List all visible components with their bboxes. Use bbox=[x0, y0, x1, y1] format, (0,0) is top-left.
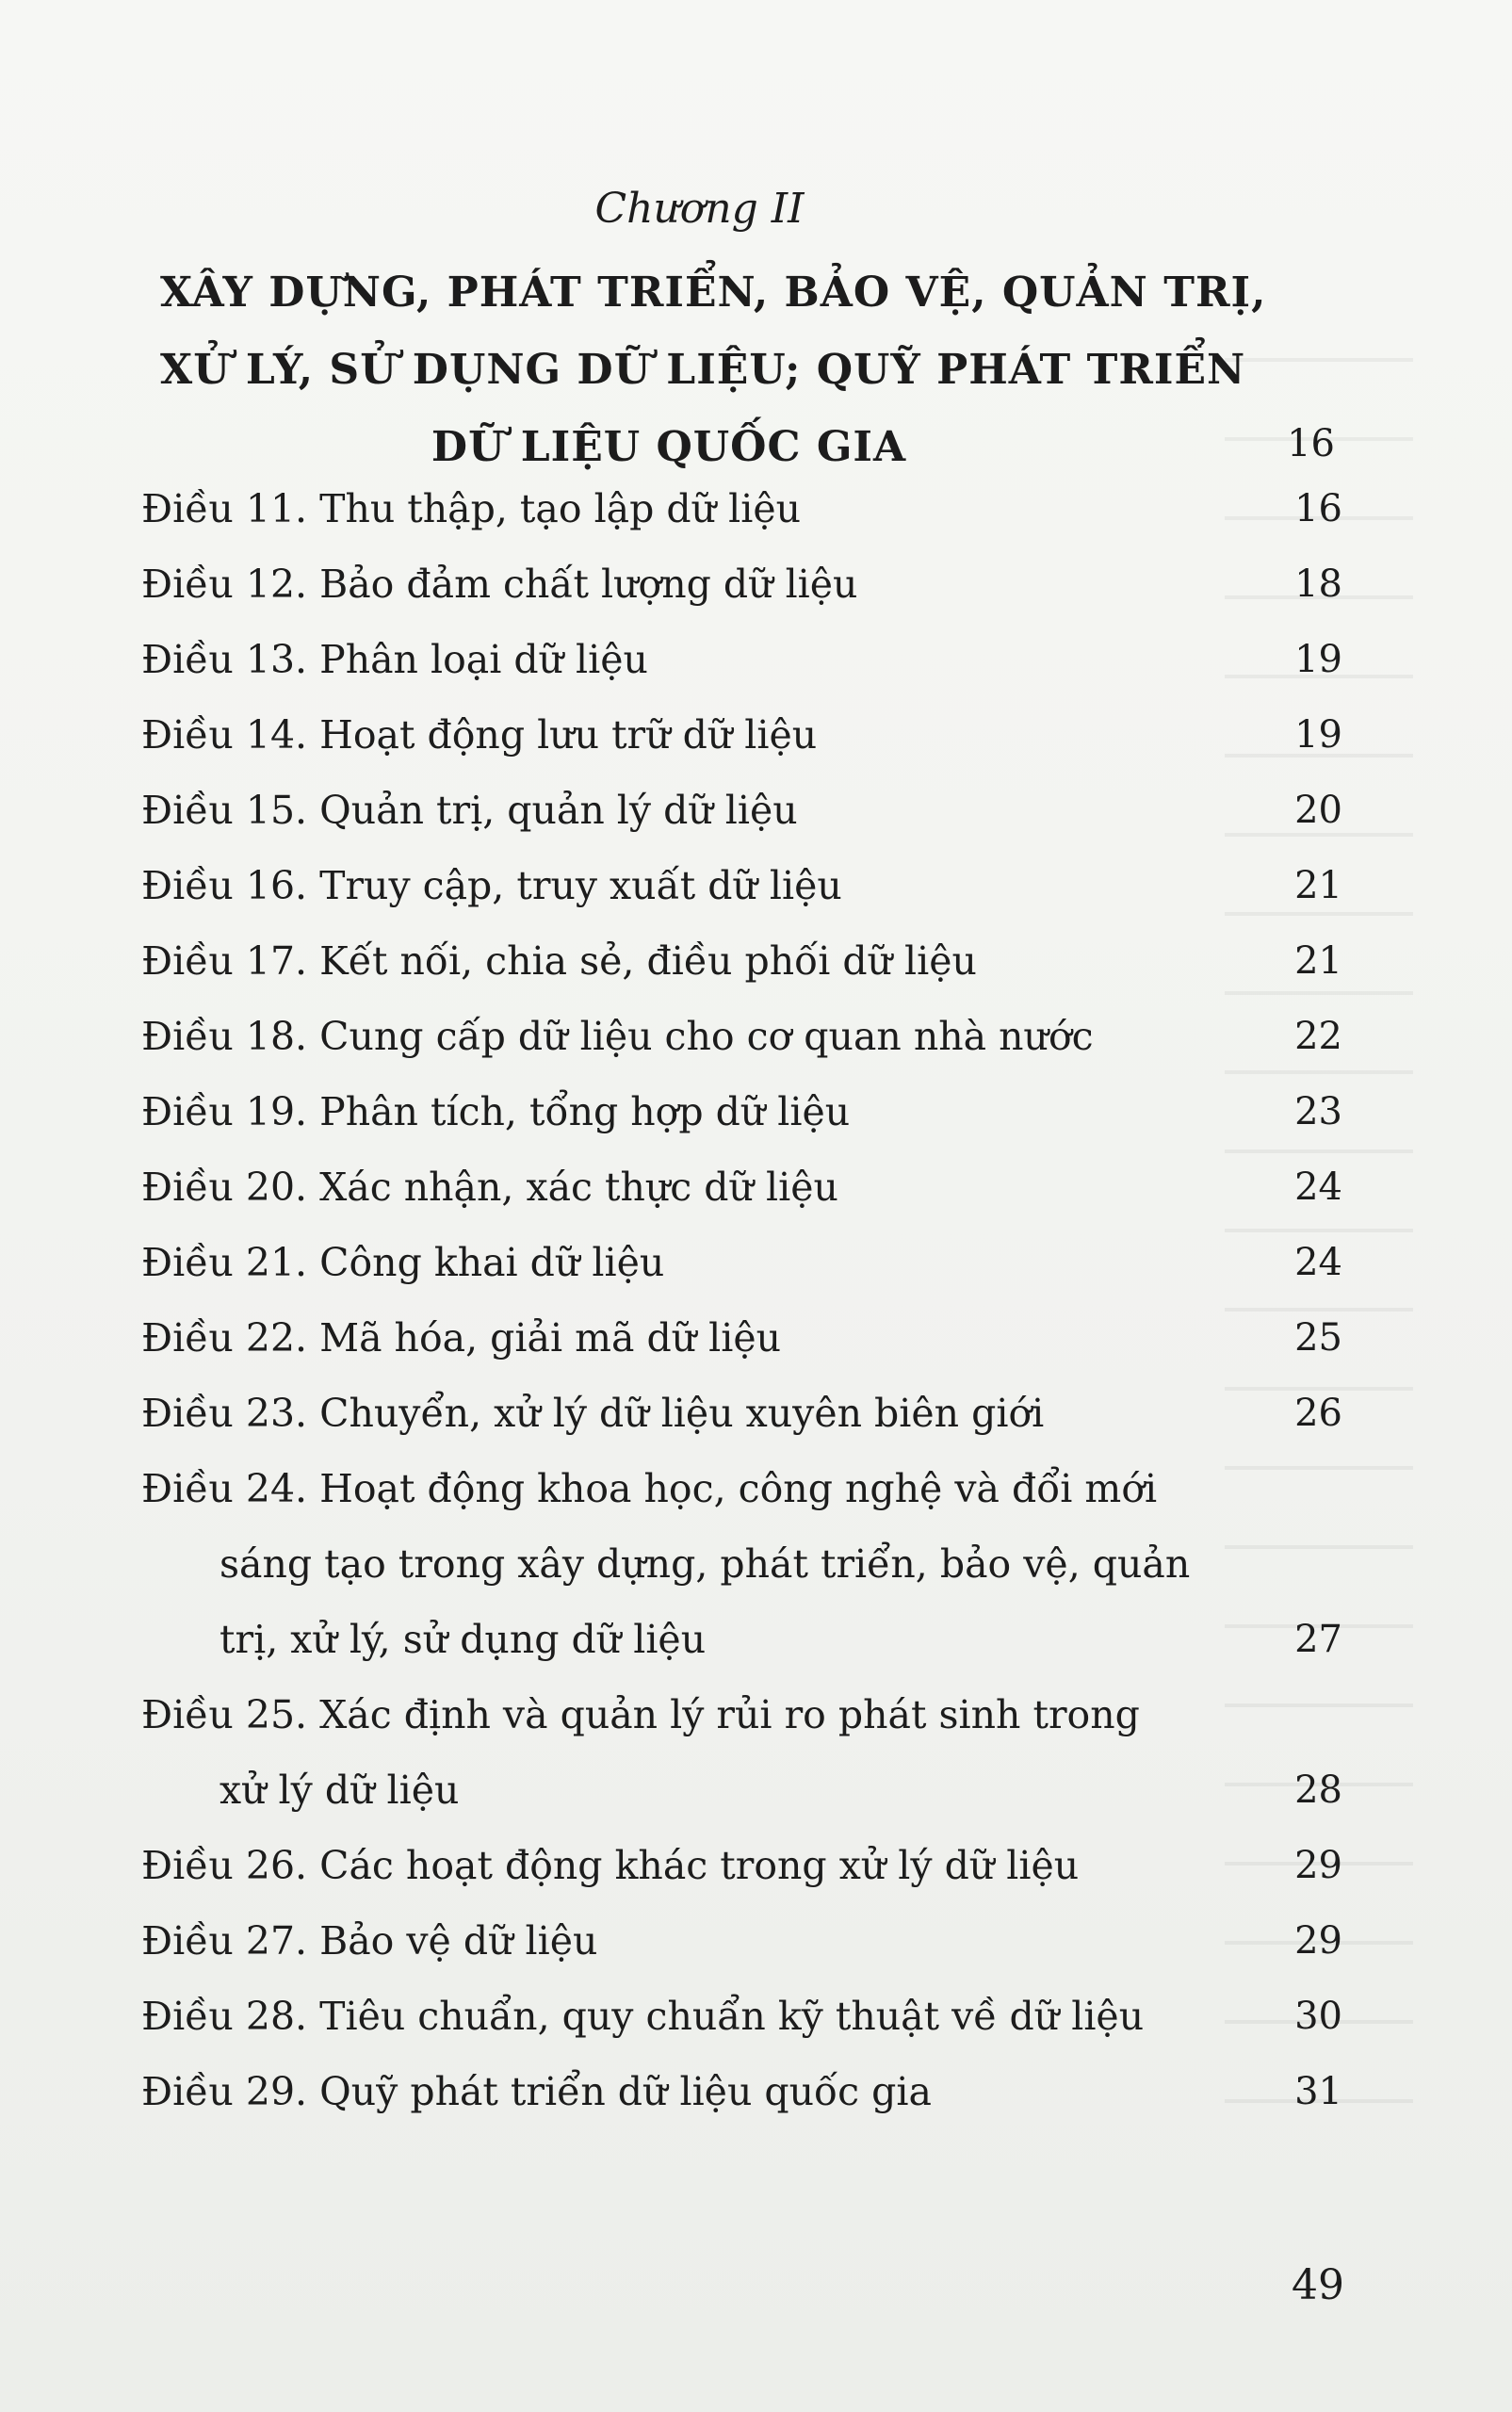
toc-entry bbox=[141, 848, 1342, 923]
toc-entry-line: Điều 16. Truy cập, truy xuất dữ liệu bbox=[141, 863, 842, 908]
toc-entry bbox=[141, 622, 1342, 697]
toc-entry-line: Điều 17. Kết nối, chia sẻ, điều phối dữ liệu bbox=[141, 938, 977, 984]
toc-entry-title bbox=[141, 1376, 1258, 1451]
toc-entry-title bbox=[141, 773, 1258, 848]
toc-entry-line: Điều 15. Quản trị, quản lý dữ liệu bbox=[141, 788, 798, 833]
toc-entry-page: 19 bbox=[1294, 713, 1342, 757]
toc-entry-line: Điều 27. Bảo vệ dữ liệu bbox=[141, 1918, 598, 1964]
toc-entry-page: 31 bbox=[1294, 2070, 1342, 2113]
toc-entry-line: Điều 28. Tiêu chuẩn, quy chuẩn kỹ thuật về dữ liệu bbox=[141, 1994, 1145, 2039]
toc-entry bbox=[141, 773, 1342, 848]
toc-entry-title bbox=[141, 471, 1258, 546]
toc-entry-line: Điều 18. Cung cấp dữ liệu cho cơ quan nhà nước bbox=[141, 1014, 1094, 1059]
toc-entry bbox=[141, 1149, 1342, 1225]
toc-entry-page: 29 bbox=[1294, 1844, 1342, 1887]
toc-entry-page: 24 bbox=[1294, 1241, 1342, 1284]
toc-entry-line: Điều 14. Hoạt động lưu trữ dữ liệu bbox=[141, 712, 818, 758]
toc-entry-title bbox=[141, 1300, 1258, 1376]
toc-entry-line: trị, xử lý, sử dụng dữ liệu bbox=[219, 1617, 707, 1662]
toc-entry-line: Điều 20. Xác nhận, xác thực dữ liệu bbox=[141, 1165, 838, 1210]
toc-entry-title bbox=[141, 1828, 1258, 1903]
toc-entry-page: 28 bbox=[1294, 1768, 1342, 1812]
toc-entry-page: 25 bbox=[1294, 1316, 1342, 1360]
toc-entry bbox=[141, 1074, 1342, 1149]
toc-entry bbox=[141, 1225, 1342, 1300]
toc-entry bbox=[141, 1451, 1342, 1677]
chapter-title-line: XỬ LÝ, SỬ DỤNG DỮ LIỆU; QUỸ PHÁT TRIỂN bbox=[160, 346, 1246, 394]
toc-entry-page: 23 bbox=[1294, 1090, 1342, 1133]
toc-entry-line: Điều 13. Phân loại dữ liệu bbox=[141, 637, 648, 682]
toc-entry bbox=[141, 546, 1342, 622]
toc-entry-title bbox=[141, 546, 1258, 622]
toc-entry-title bbox=[141, 999, 1258, 1074]
toc-entry-line: Điều 25. Xác định và quản lý rủi ro phát sinh trong bbox=[141, 1692, 1140, 1737]
toc-entry bbox=[141, 999, 1342, 1074]
toc-entry bbox=[141, 1828, 1342, 1903]
chapter-title-line: DỮ LIỆU QUỐC GIA bbox=[431, 423, 907, 471]
toc-entry bbox=[141, 923, 1342, 999]
toc-entry bbox=[141, 1903, 1342, 1979]
toc-entry-title bbox=[141, 1979, 1258, 2054]
toc-entry-title bbox=[141, 1074, 1258, 1149]
toc-entry-page: 20 bbox=[1294, 789, 1342, 832]
toc-entry-title bbox=[141, 1225, 1258, 1300]
chapter-label: Chương II bbox=[594, 185, 805, 233]
toc-entry-line: Điều 21. Công khai dữ liệu bbox=[141, 1240, 665, 1285]
toc-entry-line: Điều 29. Quỹ phát triển dữ liệu quốc gia bbox=[141, 2069, 932, 2114]
chapter-title-line: XÂY DỰNG, PHÁT TRIỂN, BẢO VỆ, QUẢN TRỊ, bbox=[160, 269, 1267, 317]
toc-entry bbox=[141, 1376, 1342, 1451]
toc-entry-title bbox=[141, 2054, 1258, 2129]
toc-entry bbox=[141, 1979, 1342, 2054]
toc-entry-page: 21 bbox=[1294, 864, 1342, 907]
toc-entry-line: Điều 22. Mã hóa, giải mã dữ liệu bbox=[141, 1315, 782, 1361]
table-of-contents bbox=[141, 471, 1342, 2129]
toc-entry-page: 30 bbox=[1294, 1995, 1342, 2038]
toc-entry bbox=[141, 697, 1342, 773]
toc-entry-page: 29 bbox=[1294, 1919, 1342, 1963]
toc-entry-page: 19 bbox=[1294, 638, 1342, 681]
toc-entry-line: Điều 23. Chuyển, xử lý dữ liệu xuyên biên giới bbox=[141, 1391, 1045, 1436]
toc-entry-line: Điều 12. Bảo đảm chất lượng dữ liệu bbox=[141, 562, 858, 607]
toc-entry-title bbox=[141, 697, 1258, 773]
toc-entry-page: 16 bbox=[1294, 487, 1342, 530]
toc-entry-title bbox=[141, 1149, 1258, 1225]
toc-entry-line: xử lý dữ liệu bbox=[219, 1768, 460, 1813]
toc-entry-page: 18 bbox=[1294, 562, 1342, 606]
toc-entry-line: Điều 11. Thu thập, tạo lập dữ liệu bbox=[141, 486, 801, 531]
toc-entry-line: Điều 24. Hoạt động khoa học, công nghệ và đổi mới bbox=[141, 1466, 1158, 1511]
toc-entry-page: 26 bbox=[1294, 1392, 1342, 1435]
toc-entry-title bbox=[141, 622, 1258, 697]
page-folio: 49 bbox=[1292, 2261, 1344, 2309]
toc-entry-line: sáng tạo trong xây dựng, phát triển, bảo vệ, quản bbox=[219, 1541, 1191, 1587]
toc-entry-title bbox=[141, 848, 1258, 923]
toc-entry-page: 24 bbox=[1294, 1165, 1342, 1209]
toc-entry-line: Điều 26. Các hoạt động khác trong xử lý dữ liệu bbox=[141, 1843, 1080, 1888]
toc-entry-title bbox=[141, 1903, 1258, 1979]
toc-entry bbox=[141, 471, 1342, 546]
chapter-title bbox=[160, 254, 1267, 486]
toc-entry-title bbox=[141, 1677, 1258, 1828]
toc-entry-page: 27 bbox=[1294, 1618, 1342, 1661]
toc-entry bbox=[141, 2054, 1342, 2129]
toc-entry-title bbox=[141, 923, 1258, 999]
toc-entry-title bbox=[141, 1451, 1258, 1677]
toc-entry bbox=[141, 1677, 1342, 1828]
toc-entry-page: 21 bbox=[1294, 939, 1342, 983]
toc-entry bbox=[141, 1300, 1342, 1376]
chapter-page-number: 16 bbox=[1287, 422, 1335, 465]
toc-entry-line: Điều 19. Phân tích, tổng hợp dữ liệu bbox=[141, 1089, 851, 1134]
toc-entry-page: 22 bbox=[1294, 1015, 1342, 1058]
